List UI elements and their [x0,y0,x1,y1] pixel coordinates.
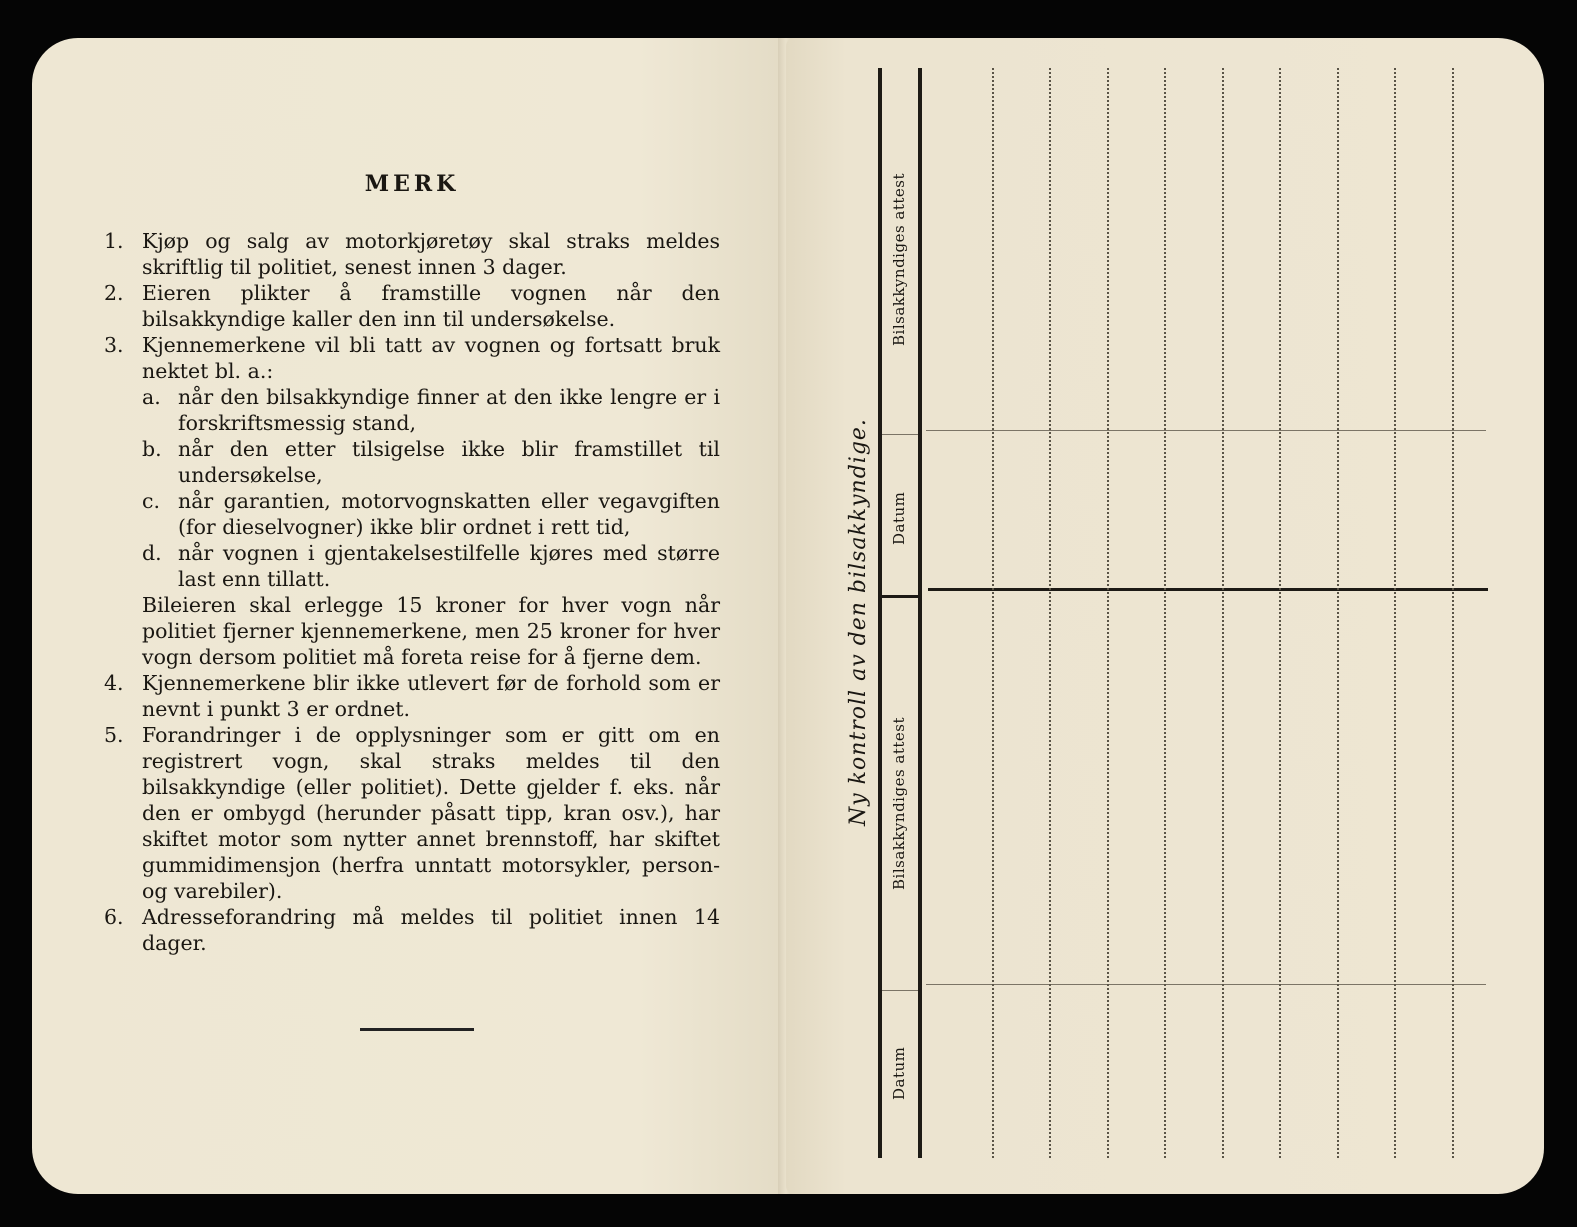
row-separator [926,430,1486,431]
table-border-left [878,68,882,1158]
upper-attest-label: Bilsakkyndiges attest [890,172,908,346]
list-item [102,722,720,904]
right-page [786,38,1544,1194]
item-number: 1. [104,229,124,253]
item-number: 3. [104,333,124,357]
divider [360,1028,474,1031]
sub-list-item [102,384,720,436]
page-title: MERK [364,171,460,197]
list-item [102,280,720,332]
dotted-line [1394,68,1396,1158]
item-text: Kjennemerkene blir ikke utlevert før de forhold som er nevnt i punkt 3 er ordnet. [142,671,720,721]
label-separator [882,990,918,991]
left-page [32,38,790,1194]
sub-list-item [102,436,720,488]
dotted-line [1164,68,1166,1158]
sub-list-item [102,488,720,540]
dotted-line [1452,68,1454,1158]
list-item [102,904,720,956]
table-mid-rule-label [882,595,920,598]
item-number: 5. [104,723,124,747]
item-text: Adresseforandring må meldes til politiet innen 14 dager. [142,905,720,955]
lower-date-label: Datum [890,1046,908,1100]
list-item [102,670,720,722]
dotted-line [1279,68,1281,1158]
row-separator [926,984,1486,985]
dotted-line [1049,68,1051,1158]
sub-item-letter: d. [142,541,162,565]
sub-item-text: når garantien, motorvognskatten eller vegavgiften (for dieselvogner) ikke blir ordnet i rett tid, [178,489,720,539]
sub-item-letter: a. [142,385,161,409]
lower-attest-label: Bilsakkyndiges attest [890,716,908,890]
list-item [102,332,720,384]
dotted-line [1107,68,1109,1158]
item-number: 4. [104,671,124,695]
sub-list-item [102,540,720,592]
item-text: Forandringer i de opplysninger som er gitt om en registrert vogn, skal straks meldes til den bilsakkyndige (eller politiet). Dette gjelder f. eks. når den er ombygd (herunder påsatt tipp, kran osv.), har skiftet motor som nytter annet brennstoff, har skiftet gummidimensjon (herfra unntatt motorsykler, person- og varebiler). [142,723,720,903]
sub-item-text: når den bilsakkyndige finner at den ikke lengre er i forskriftsmessig stand, [178,385,720,435]
sub-item-letter: c. [142,489,160,513]
item-number: 2. [104,281,124,305]
table-mid-rule [928,588,1488,591]
table-border-inner [918,68,922,1158]
upper-date-label: Datum [890,491,908,545]
item-text: Eieren plikter å framstille vognen når den bilsakkyndige kaller den inn til undersøkelse. [142,281,720,331]
dotted-line [1337,68,1339,1158]
list-item [102,228,720,280]
dotted-line [992,68,994,1158]
item-number: 6. [104,905,124,929]
item-text: Kjennemerkene vil bli tatt av vognen og fortsatt bruk nektet bl. a.: [142,333,720,383]
notes-list [102,228,720,956]
side-title-text: Ny kontroll av den bilsakkyndige. [846,418,871,826]
item-text: Kjøp og salg av motorkjøretøy skal straks meldes skriftlig til politiet, senest innen 3 dager. [142,229,720,279]
item3-note: Bileieren skal erlegge 15 kroner for hver vogn når politiet fjerner kjennemerkene, men 25 kroner for hver vogn dersom politiet må foreta reise for å fjerne dem. [142,593,720,669]
sub-item-letter: b. [142,437,162,461]
sub-item-text: når den etter tilsigelse ikke blir framstillet til undersøkelse, [178,437,720,487]
sub-item-text: når vognen i gjentakelsestilfelle kjøres med større last enn tillatt. [178,541,720,591]
label-separator [882,434,918,435]
dotted-line [1222,68,1224,1158]
